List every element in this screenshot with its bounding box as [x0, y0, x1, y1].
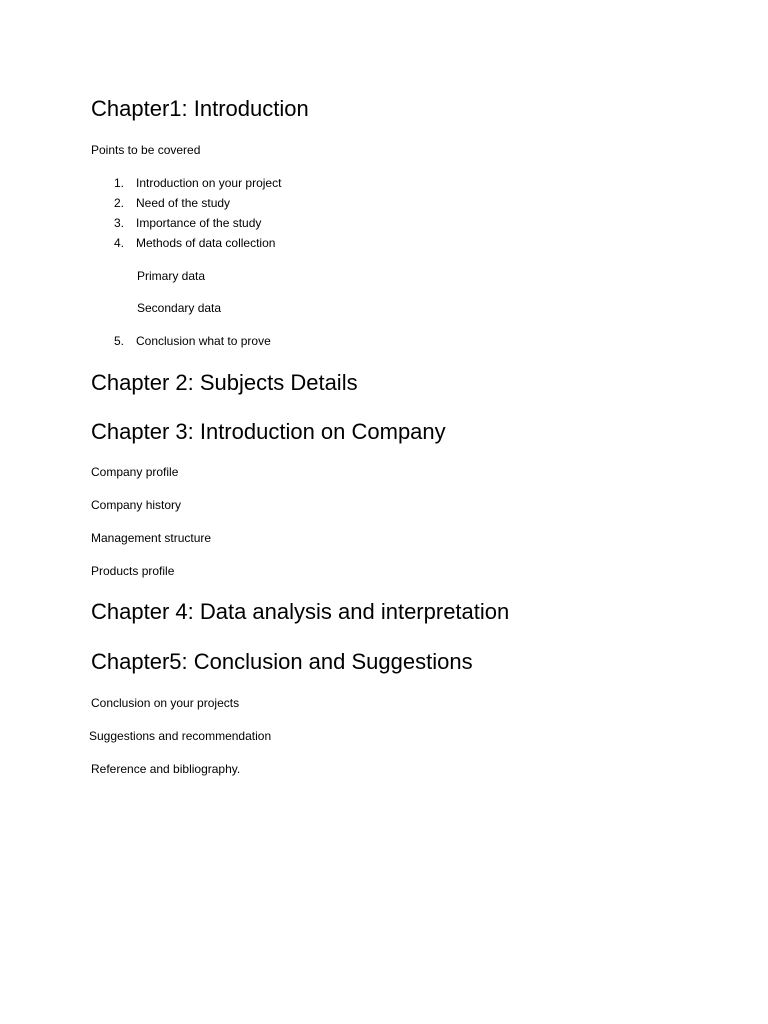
list-item-text: Methods of data collection: [136, 236, 276, 250]
list-item-text: Conclusion what to prove: [136, 334, 271, 348]
chapter2-heading: Chapter 2: Subjects Details: [91, 370, 358, 395]
list-item-number: 5.: [113, 334, 124, 348]
products-profile-text: Products profile: [91, 564, 175, 578]
company-profile-text: Company profile: [91, 465, 179, 479]
list-item-number: 2.: [113, 196, 124, 210]
sub-item-primary-data: Primary data: [137, 269, 206, 283]
suggestions-text: Suggestions and recommendation: [89, 729, 272, 743]
list-item-number: 1.: [113, 176, 124, 190]
sub-item-secondary-data: Secondary data: [137, 301, 222, 315]
points-label: Points to be covered: [91, 143, 201, 157]
chapter1-heading: Chapter1: Introduction: [91, 96, 309, 121]
list-item-text: Need of the study: [136, 196, 231, 210]
company-history-text: Company history: [91, 498, 182, 512]
reference-bibliography-text: Reference and bibliography.: [91, 762, 241, 776]
list-item-number: 4.: [113, 236, 124, 250]
chapter5-heading: Chapter5: Conclusion and Suggestions: [91, 649, 473, 674]
list-item-number: 3.: [113, 216, 124, 230]
chapter3-heading: Chapter 3: Introduction on Company: [91, 419, 446, 444]
chapter4-heading: Chapter 4: Data analysis and interpretation: [91, 599, 510, 624]
management-structure-text: Management structure: [91, 531, 212, 545]
conclusion-projects-text: Conclusion on your projects: [91, 696, 240, 710]
list-item-text: Importance of the study: [136, 216, 262, 230]
list-item-text: Introduction on your project: [136, 176, 282, 190]
